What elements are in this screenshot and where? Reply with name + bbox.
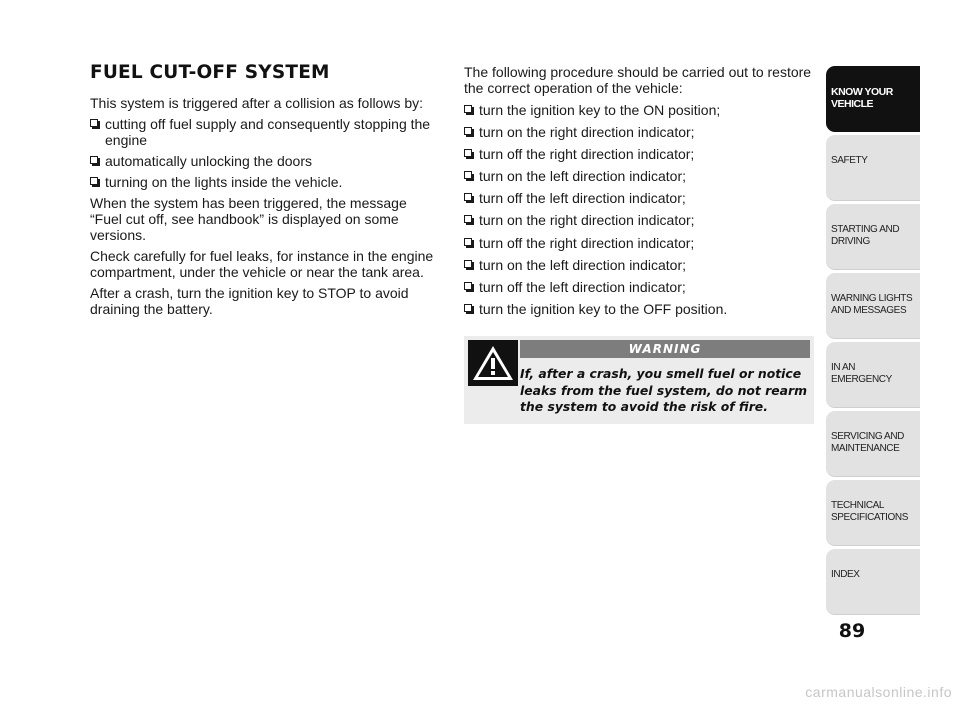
procedure-step-text: turn off the right direction indicator; bbox=[479, 146, 695, 163]
tab-label: KNOW YOUR VEHICLE bbox=[831, 86, 893, 110]
checkbox-bullet-icon bbox=[464, 149, 472, 157]
tab-warning-lights[interactable] bbox=[826, 273, 920, 339]
procedure-step bbox=[464, 168, 816, 184]
list-item bbox=[90, 174, 442, 190]
procedure-step-text: turn off the left direction indicator; bbox=[479, 278, 686, 295]
checkbox-bullet-icon bbox=[464, 193, 472, 201]
checkbox-bullet-icon bbox=[90, 177, 98, 185]
right-column bbox=[464, 64, 816, 323]
tab-know-your-vehicle[interactable] bbox=[826, 66, 920, 132]
paragraph: When the system has been triggered, the message “Fuel cut off, see handbook” is displayed on some versions. bbox=[90, 195, 407, 243]
tab-in-an-emergency[interactable] bbox=[826, 342, 920, 408]
list-item-text: automatically unlocking the doors bbox=[105, 153, 313, 169]
procedure-step-text: turn on the left direction indicator; bbox=[479, 256, 687, 273]
warning-text-content: If, after a crash, you smell fuel or notice leaks from the fuel system, do not rearm the system to avoid the risk of fire. bbox=[520, 366, 808, 414]
procedure-step-text: turn off the right direction indicator; bbox=[479, 234, 695, 251]
procedure-step bbox=[464, 257, 816, 273]
checkbox-bullet-icon bbox=[90, 156, 98, 164]
procedure-step bbox=[464, 212, 816, 228]
tab-label: WARNING LIGHTS AND MESSAGES bbox=[831, 293, 913, 316]
list-item-text: turning on the lights inside the vehicle. bbox=[105, 174, 343, 190]
checkbox-bullet-icon bbox=[464, 260, 472, 268]
left-column bbox=[90, 62, 442, 322]
procedure-step bbox=[464, 146, 816, 162]
warning-label: WARNING bbox=[520, 340, 810, 358]
procedure-step-text: turn on the right direction indicator; bbox=[479, 124, 695, 141]
procedure-step bbox=[464, 279, 816, 295]
page-number: 89 bbox=[838, 620, 866, 642]
procedure-step bbox=[464, 301, 816, 317]
list-item-text: cutting off fuel supply and consequently stopping the engine bbox=[105, 116, 431, 148]
procedure-intro: The following procedure should be carried out to restore the correct operation of the vehicle: bbox=[464, 64, 812, 96]
checkbox-bullet-icon bbox=[464, 304, 472, 312]
warning-text bbox=[468, 366, 808, 416]
checkbox-bullet-icon bbox=[464, 127, 472, 135]
list-item bbox=[90, 116, 442, 148]
checkbox-bullet-icon bbox=[464, 215, 472, 223]
procedure-step-text: turn the ignition key to the OFF position. bbox=[479, 300, 728, 317]
tab-label: IN AN EMERGENCY bbox=[831, 362, 892, 385]
tab-label: TECHNICAL SPECIFICATIONS bbox=[831, 500, 909, 523]
section-title: FUEL CUT-OFF SYSTEM bbox=[90, 62, 330, 83]
chapter-tabs bbox=[826, 66, 920, 618]
procedure-step-text: turn on the left direction indicator; bbox=[479, 168, 687, 185]
paragraph: Check carefully for fuel leaks, for instance in the engine compartment, under the vehicle or near the tank area. bbox=[90, 248, 434, 280]
tab-label: SAFETY bbox=[831, 155, 868, 166]
procedure-step-text: turn off the left direction indicator; bbox=[479, 190, 686, 207]
checkbox-bullet-icon bbox=[464, 238, 472, 246]
tab-label: STARTING AND DRIVING bbox=[831, 224, 900, 247]
tab-index[interactable] bbox=[826, 549, 920, 615]
tab-technical-specifications[interactable] bbox=[826, 480, 920, 546]
checkbox-bullet-icon bbox=[464, 282, 472, 290]
procedure-step bbox=[464, 102, 816, 118]
checkbox-bullet-icon bbox=[464, 105, 472, 113]
tab-safety[interactable] bbox=[826, 135, 920, 201]
procedure-step bbox=[464, 190, 816, 206]
list-item bbox=[90, 153, 442, 169]
checkbox-bullet-icon bbox=[90, 119, 98, 127]
paragraph: After a crash, turn the ignition key to STOP to avoid draining the battery. bbox=[90, 285, 409, 317]
intro-text: This system is triggered after a collision as follows by: bbox=[90, 95, 424, 111]
tab-label: SERVICING AND MAINTENANCE bbox=[831, 431, 904, 454]
tab-label: INDEX bbox=[831, 569, 860, 580]
procedure-step-text: turn on the right direction indicator; bbox=[479, 212, 695, 229]
tab-starting-and-driving[interactable] bbox=[826, 204, 920, 270]
warning-box bbox=[464, 336, 814, 424]
checkbox-bullet-icon bbox=[464, 171, 472, 179]
procedure-step bbox=[464, 124, 816, 140]
procedure-step bbox=[464, 235, 816, 251]
procedure-step-text: turn the ignition key to the ON position; bbox=[479, 102, 721, 118]
watermark: carmanualsonline.info bbox=[805, 684, 952, 700]
tab-servicing[interactable] bbox=[826, 411, 920, 477]
